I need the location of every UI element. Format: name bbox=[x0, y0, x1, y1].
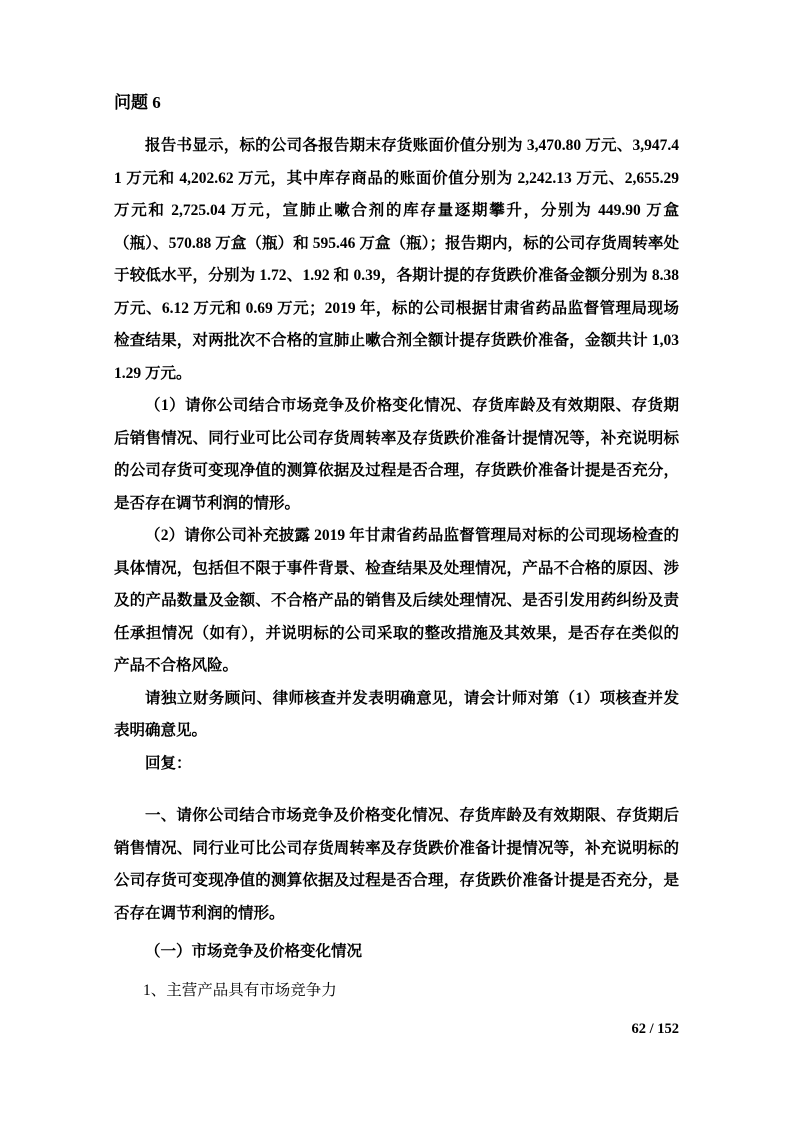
verification-request-paragraph: 请独立财务顾问、律师核查并发表明确意见，请会计师对第（1）项核查并发表明确意见。 bbox=[114, 689, 679, 739]
sub-heading-main-products: 1、主营产品具有市场竞争力 bbox=[143, 981, 337, 999]
page-title: 问题 6 bbox=[114, 93, 161, 112]
page-number: 62 / 152 bbox=[631, 1021, 679, 1037]
reply-label: 回复： bbox=[145, 754, 192, 772]
question-intro-paragraph: 报告书显示，标的公司各报告期末存货账面价值分别为 3,470.80 万元、3,947.41 万元和 4,202.62 万元，其中库存商品的账面价值分别为 2,242.13 万元、2,655.29 万元和 2,725.04 万元，宣肺止嗽合剂的库存量逐期攀升，分别为 449.90 万盒（瓶）、570.88 万盒（瓶）和 595.46 万盒（瓶）；报告期内，标的公司存货周转率处于较低水平，分别为 1.72、1.92 和 0.39，各期计提的存货跌价准备金额分别为 8.38 万元、6.12 万元和 0.69 万元；2019 年，标的公司根据甘肃省药品监督管理局现场检查结果，对两批次不合格的宣肺止嗽合剂全额计提存货跌价准备，金额共计 1,031.29 万元。 bbox=[114, 137, 679, 382]
section-heading-market-competition: （一）市场竞争及价格变化情况 bbox=[145, 943, 363, 960]
question-item-2-paragraph: （2）请你公司补充披露 2019 年甘肃省药品监督管理局对标的公司现场检查的具体情况，包括但不限于事件背景、检查结果及处理情况，产品不合格的原因、涉及的产品数量及金额、不合格产品的销售及后续处理情况、是否引发用药纠纷及责任承担情况（如有），并说明标的公司采取的整改措施及其效果，是否存在类似的产品不合格风险。 bbox=[114, 527, 679, 674]
reply-restatement-paragraph: 一、请你公司结合市场竞争及价格变化情况、存货库龄及有效期限、存货期后销售情况、同行业可比公司存货周转率及存货跌价准备计提情况等，补充说明标的公司存货可变现净值的测算依据及过程是否合理，存货跌价准备计提是否充分，是否存在调节利润的情形。 bbox=[114, 807, 679, 922]
question-item-1-paragraph: （1）请你公司结合市场竞争及价格变化情况、存货库龄及有效期限、存货期后销售情况、同行业可比公司存货周转率及存货跌价准备计提情况等，补充说明标的公司存货可变现净值的测算依据及过程是否合理，存货跌价准备计提是否充分，是否存在调节利润的情形。 bbox=[114, 397, 679, 512]
